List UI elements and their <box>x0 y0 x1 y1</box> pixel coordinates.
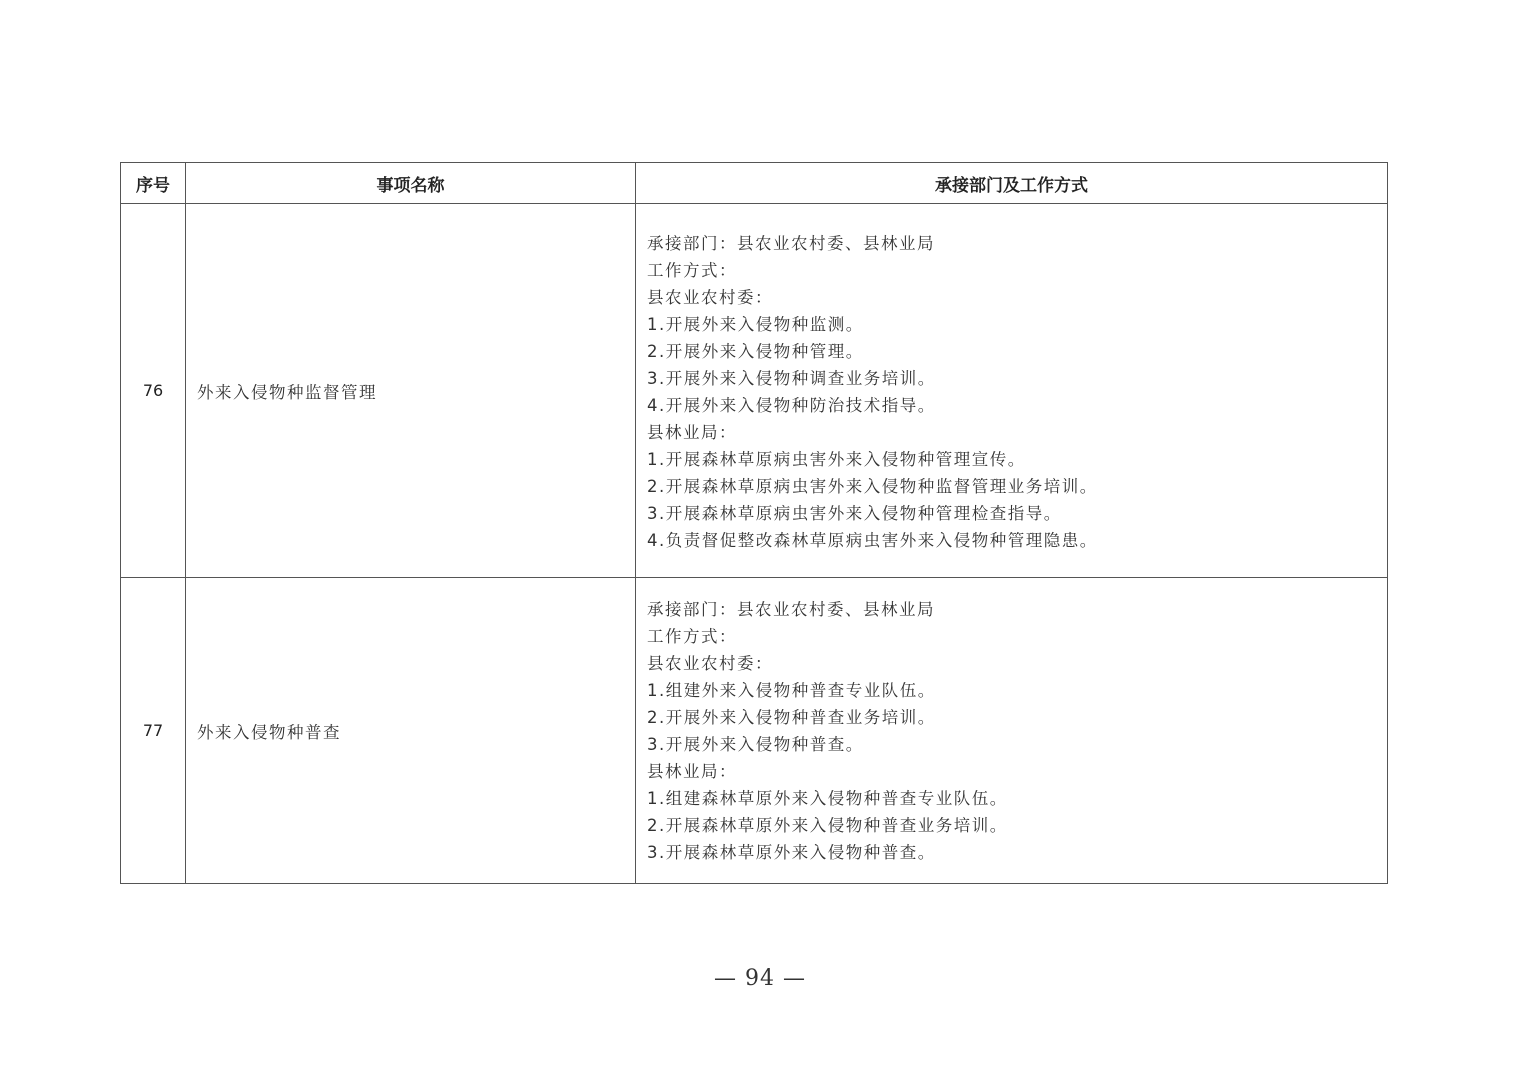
method-line: 县林业局： <box>647 762 737 781</box>
method-line: 4.开展外来入侵物种防治技术指导。 <box>647 396 936 415</box>
method-line: 2.开展外来入侵物种普查业务培训。 <box>647 708 936 727</box>
method-line: 2.开展森林草原病虫害外来入侵物种监督管理业务培训。 <box>647 477 1098 496</box>
method-line: 1.组建外来入侵物种普查专业队伍。 <box>647 681 936 700</box>
table-row <box>121 204 1388 578</box>
method-line: 工作方式： <box>647 627 737 646</box>
row-item-name: 外来入侵物种监督管理 <box>186 204 636 578</box>
table-row <box>121 578 1388 884</box>
row-seq: 77 <box>121 578 186 884</box>
method-line: 县农业农村委： <box>647 654 773 673</box>
header-name: 事项名称 <box>186 163 636 204</box>
header-method: 承接部门及工作方式 <box>636 163 1388 204</box>
method-line: 承接部门：县农业农村委、县林业局 <box>647 600 935 619</box>
method-line: 3.开展森林草原外来入侵物种普查。 <box>647 843 936 862</box>
method-line: 承接部门：县农业农村委、县林业局 <box>647 234 935 253</box>
method-line: 工作方式： <box>647 261 737 280</box>
table-header <box>121 163 1388 204</box>
page-number: — 94 — <box>714 966 806 991</box>
row-seq: 76 <box>121 204 186 578</box>
method-list <box>647 578 1387 866</box>
method-line: 县林业局： <box>647 423 737 442</box>
method-line: 2.开展外来入侵物种管理。 <box>647 342 864 361</box>
method-line: 3.开展外来入侵物种普查。 <box>647 735 864 754</box>
method-line: 1.开展外来入侵物种监测。 <box>647 315 864 334</box>
method-line: 2.开展森林草原外来入侵物种普查业务培训。 <box>647 816 1008 835</box>
method-line: 4.负责督促整改森林草原病虫害外来入侵物种管理隐患。 <box>647 531 1098 550</box>
method-list <box>647 204 1387 554</box>
method-line: 县农业农村委： <box>647 288 773 307</box>
header-seq: 序号 <box>121 163 186 204</box>
method-line: 3.开展森林草原病虫害外来入侵物种管理检查指导。 <box>647 504 1062 523</box>
method-line: 1.组建森林草原外来入侵物种普查专业队伍。 <box>647 789 1008 808</box>
row-method-cell <box>636 578 1388 884</box>
method-line: 3.开展外来入侵物种调查业务培训。 <box>647 369 936 388</box>
task-table <box>120 162 1388 884</box>
table-body <box>121 204 1388 884</box>
row-method-cell <box>636 204 1388 578</box>
row-item-name: 外来入侵物种普查 <box>186 578 636 884</box>
header-row <box>121 163 1388 204</box>
method-line: 1.开展森林草原病虫害外来入侵物种管理宣传。 <box>647 450 1026 469</box>
